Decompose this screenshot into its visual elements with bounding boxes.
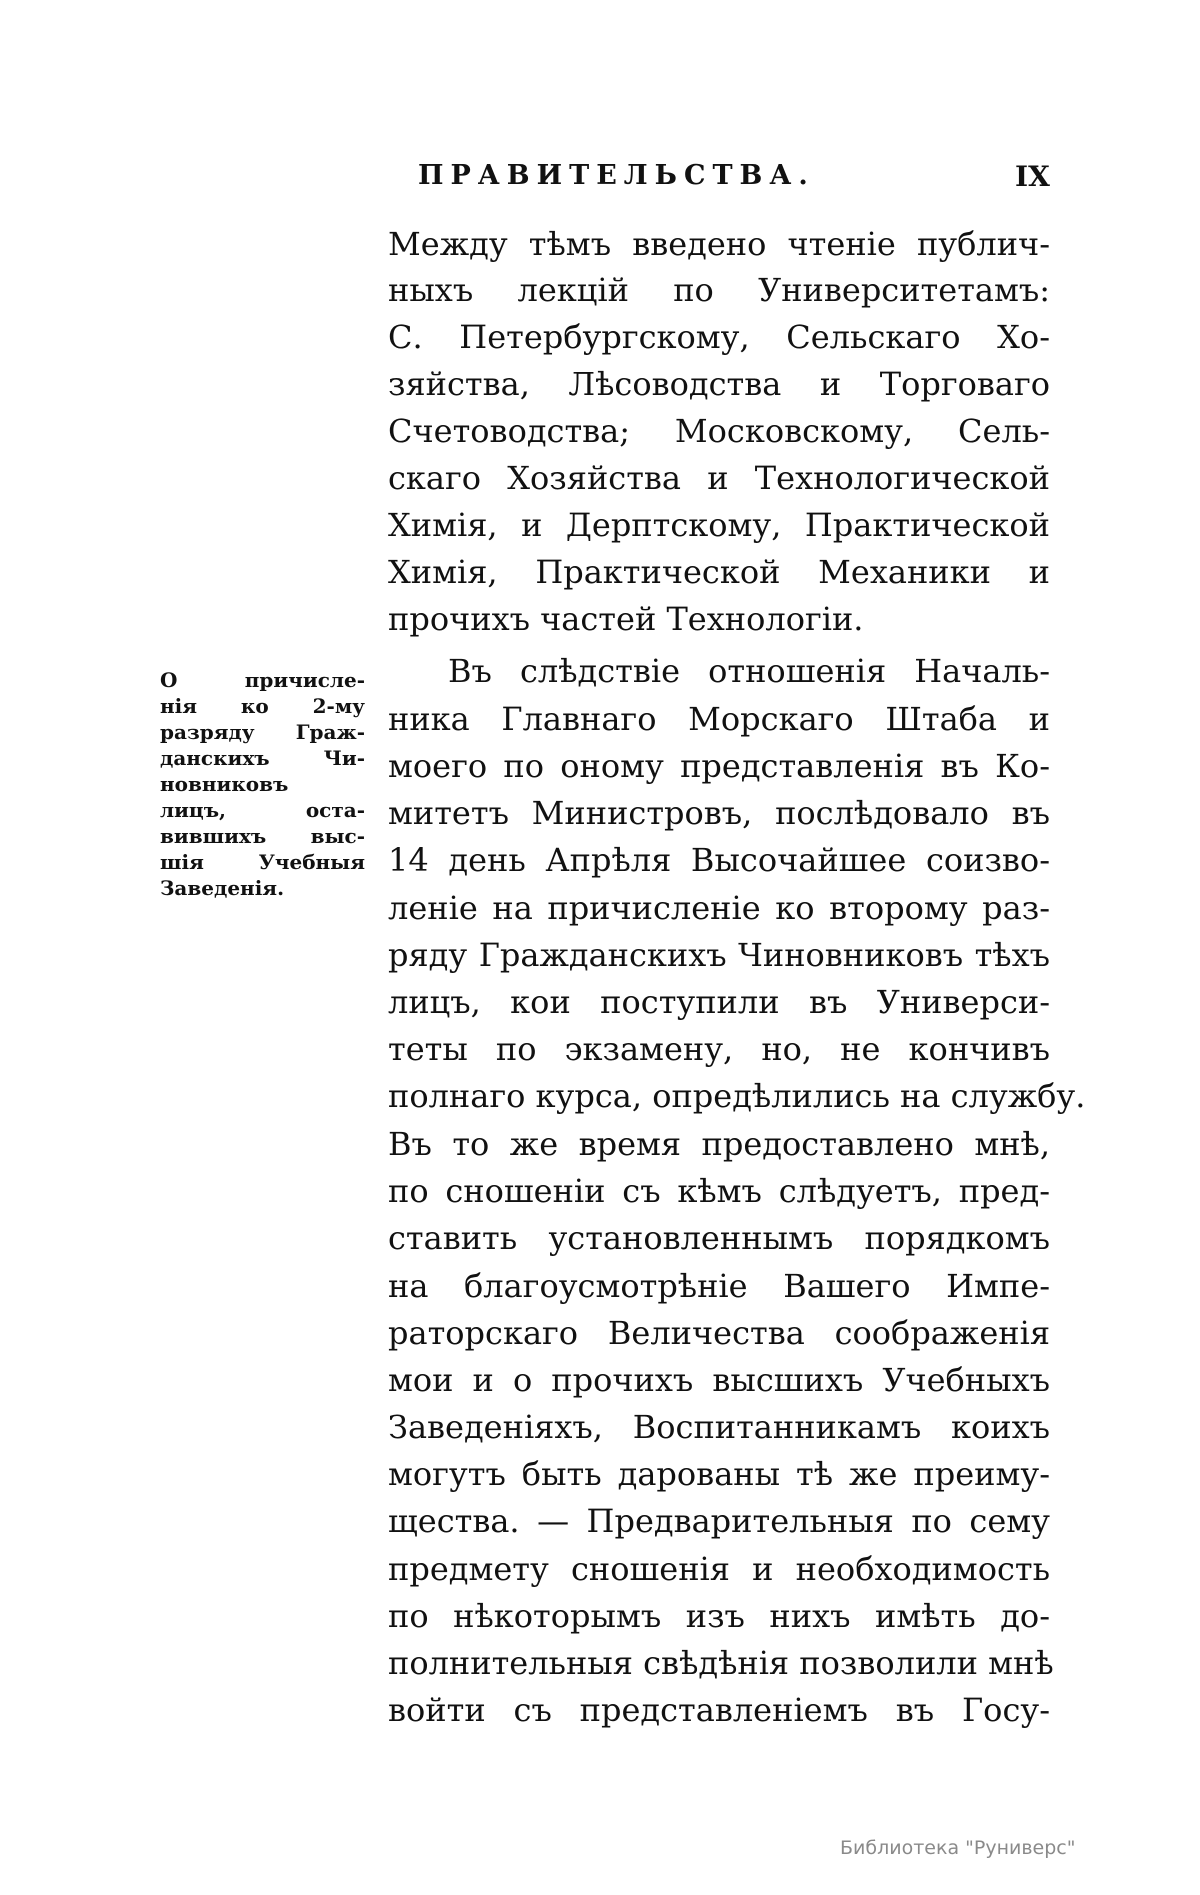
body-line: ныхъ лекцій по Университетамъ: (388, 271, 1050, 309)
body-line: могутъ быть дарованы тѣ же преиму- (388, 1455, 1050, 1493)
body-line: ряду Гражданскихъ Чиновниковъ тѣхъ (388, 936, 1050, 974)
body-line: ставить установленнымъ порядкомъ (388, 1219, 1050, 1257)
body-line: Между тѣмъ введено чтеніе публич- (388, 225, 1050, 263)
marginal-note-line: нія ко 2-му (160, 694, 365, 718)
page-number: IX (1015, 160, 1050, 193)
marginal-note-line: шія Учебныя (160, 850, 365, 874)
body-line: Химія, Практической Механики и (388, 553, 1050, 591)
body-line: лицъ, кои поступили въ Универси- (388, 983, 1050, 1021)
marginal-note-line: лицъ, оста- (160, 798, 365, 822)
body-line: леніе на причисленіе ко второму раз- (388, 889, 1050, 927)
body-line: зяйства, Лѣсоводства и Торговаго (388, 365, 1050, 403)
body-line: по сношеніи съ кѣмъ слѣдуетъ, пред- (388, 1172, 1050, 1210)
body-line: щества. — Предварительныя по сему (388, 1502, 1050, 1540)
body-line: митетъ Министровъ, послѣдовало въ (388, 794, 1050, 832)
marginal-note-line: О причисле- (160, 668, 365, 692)
body-line: полнительныя свѣдѣнія позволили мнѣ (388, 1644, 1054, 1682)
body-line: Счетоводства; Московскому, Сель- (388, 412, 1050, 450)
body-line: Заведеніяхъ, Воспитанникамъ коихъ (388, 1408, 1050, 1446)
body-line: мои и о прочихъ высшихъ Учебныхъ (388, 1361, 1050, 1399)
body-line: раторскаго Величества соображенія (388, 1314, 1050, 1352)
marginal-note-line: Заведенія. (160, 876, 285, 900)
body-line: предмету сношенія и необходимость (388, 1550, 1050, 1588)
marginal-note-line: вившихъ выс- (160, 824, 365, 848)
body-line: теты по экзамену, но, не кончивъ (388, 1030, 1050, 1068)
body-line: Химія, и Дерптскому, Практической (388, 506, 1050, 544)
body-line: полнаго курса, опредѣлились на службу. (388, 1077, 1086, 1115)
marginal-note-line: новниковъ (160, 772, 289, 796)
body-line: ника Главнаго Морскаго Штаба и (388, 700, 1050, 738)
body-line: Въ то же время предоставлено мнѣ, (388, 1125, 1050, 1163)
marginal-note-line: разряду Граж- (160, 720, 365, 744)
marginal-note-line: данскихъ Чи- (160, 746, 365, 770)
body-line: С. Петербургскому, Сельскаго Хо- (388, 318, 1050, 356)
running-title: ПРАВИТЕЛЬСТВА. (418, 160, 815, 191)
body-line: по нѣкоторымъ изъ нихъ имѣть до- (388, 1597, 1050, 1635)
body-line: прочихъ частей Технологіи. (388, 600, 864, 638)
library-watermark: Библиотека "Руниверс" (840, 1837, 1076, 1859)
body-line: скаго Хозяйства и Технологической (388, 459, 1050, 497)
body-line: моего по оному представленія въ Ко- (388, 747, 1050, 785)
body-line: 14 день Апрѣля Высочайшее соизво- (388, 841, 1050, 879)
body-line: войти съ представленіемъ въ Госу- (388, 1691, 1050, 1729)
body-line: на благоусмотрѣніе Вашего Импе- (388, 1267, 1050, 1305)
body-line: Въ слѣдствіе отношенія Началь- (448, 652, 1050, 690)
